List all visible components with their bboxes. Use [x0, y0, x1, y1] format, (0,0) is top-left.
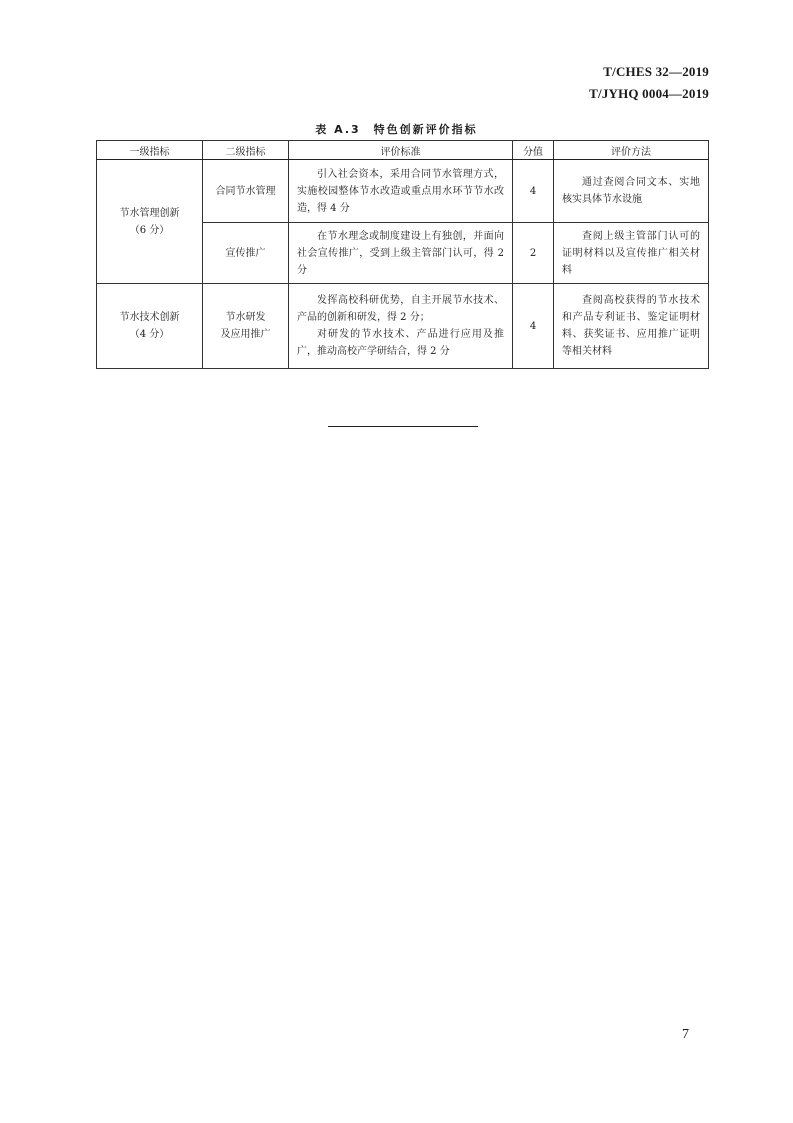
level1-score: （4 分） — [129, 329, 170, 340]
criteria-cell — [289, 223, 513, 284]
level2-line: 节水研发 — [225, 312, 266, 323]
method-cell — [554, 284, 709, 369]
method-cell — [554, 223, 709, 284]
score-cell: 4 — [513, 160, 554, 223]
criteria-text: 发挥高校科研优势，自主开展节水技术、产品的创新和研发，得 2 分； — [297, 295, 504, 323]
standard-code-secondary: T/JYHQ 0004—2019 — [589, 86, 709, 101]
header-level2: 二级指标 — [203, 141, 289, 160]
score-cell: 4 — [513, 284, 554, 369]
table-row — [97, 160, 709, 223]
level1-name: 节水管理创新 — [119, 207, 180, 219]
criteria-text: 引入社会资本，采用合同节水管理方式，实施校园整体节水改造或重点用水环节节水改造，得 4 分 — [297, 168, 504, 214]
standard-code-primary: T/CHES 32—2019 — [603, 64, 709, 79]
method-text: 查阅上级主管部门认可的证明材料以及宣传推广相关材料 — [562, 230, 700, 276]
criteria-cell — [289, 160, 513, 223]
level2-line: 及应用推广 — [220, 329, 271, 340]
level1-cell — [97, 284, 203, 369]
level2-cell: 合同节水管理 — [203, 160, 289, 223]
criteria-cell — [289, 284, 513, 369]
level1-name: 节水技术创新 — [119, 312, 180, 323]
table-header-row — [97, 141, 709, 160]
header-level1: 一级指标 — [97, 141, 203, 160]
page-number: 7 — [682, 1027, 689, 1042]
criteria-text: 在节水理念或制度建设上有独创，并面向社会宣传推广，受到上级主管部门认可，得 2 分 — [297, 230, 504, 276]
evaluation-table — [96, 140, 709, 369]
header-method: 评价方法 — [554, 141, 709, 160]
level2-cell — [203, 284, 289, 369]
method-cell — [554, 160, 709, 223]
table-caption: 表 A.3 特色创新评价指标 — [315, 123, 478, 136]
level1-score: （6 分） — [129, 224, 170, 236]
header-criteria: 评价标准 — [289, 141, 513, 160]
score-cell: 2 — [513, 223, 554, 284]
method-text: 通过查阅合同文本、实地核实具体节水设施 — [562, 177, 700, 205]
criteria-text: 对研发的节水技术、产品进行应用及推广，推动高校产学研结合，得 2 分 — [297, 329, 504, 357]
level2-cell: 宣传推广 — [203, 223, 289, 284]
header-score: 分值 — [513, 141, 554, 160]
end-of-document-rule — [328, 426, 478, 427]
level1-cell — [97, 160, 203, 284]
table-row — [97, 284, 709, 369]
method-text: 查阅高校获得的节水技术和产品专利证书、鉴定证明材料、获奖证书、应用推广证明等相关材料 — [562, 295, 700, 357]
